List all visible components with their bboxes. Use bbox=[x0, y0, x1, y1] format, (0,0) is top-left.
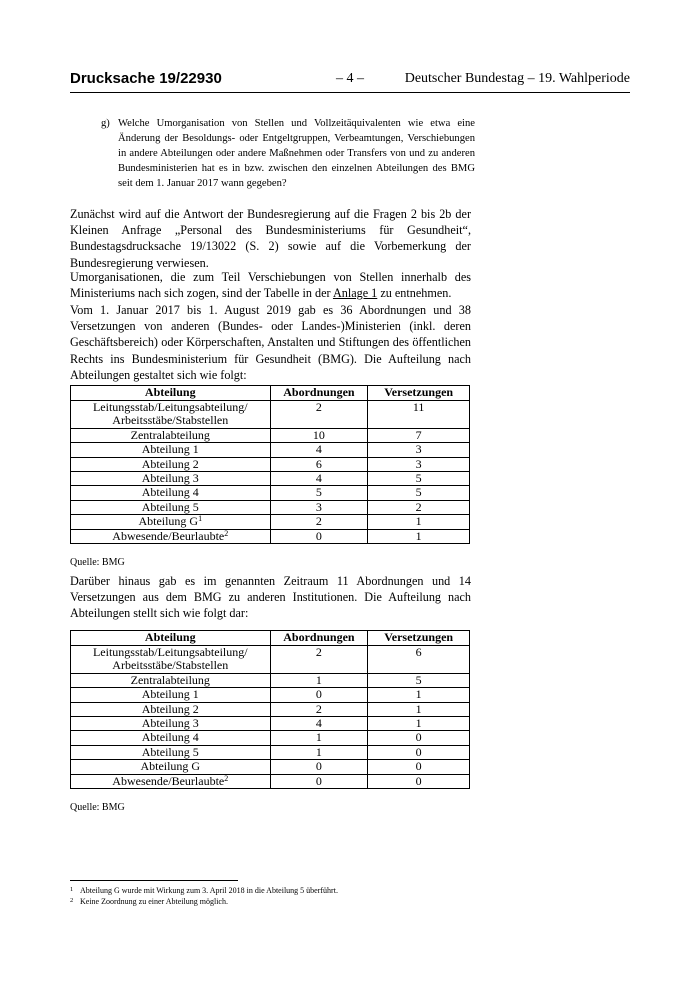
row-label-line-1: Leitungsstab/Leitungsabteilung/ bbox=[92, 645, 248, 659]
footnote-mark: 1 bbox=[70, 886, 74, 893]
abordnungen-cell: 0 bbox=[270, 774, 368, 788]
versetzungen-cell: 5 bbox=[368, 472, 470, 486]
row-label: Abteilung 1 bbox=[71, 688, 271, 702]
versetzungen-cell: 0 bbox=[368, 745, 470, 759]
abordnungen-cell: 2 bbox=[270, 646, 368, 674]
versetzungen-cell: 3 bbox=[368, 457, 470, 471]
abordnungen-cell: 3 bbox=[270, 500, 368, 514]
table-row bbox=[71, 443, 470, 457]
row-label bbox=[71, 774, 271, 788]
versetzungen-cell: 2 bbox=[368, 500, 470, 514]
footnotes bbox=[70, 885, 338, 907]
footnote-text: Keine Zoordnung zu einer Abteilung möglich. bbox=[80, 897, 228, 906]
answer-paragraph-2 bbox=[70, 269, 471, 301]
row-label: Abteilung 5 bbox=[71, 745, 271, 759]
row-label: Abteilung 4 bbox=[71, 486, 271, 500]
row-label-line-2: Arbeitsstäbe/Stabstellen bbox=[112, 658, 229, 673]
table-row bbox=[71, 702, 470, 716]
row-label: Zentralabteilung bbox=[71, 428, 271, 442]
publisher: Deutscher Bundestag – 19. Wahlperiode bbox=[404, 71, 630, 86]
versetzungen-cell: 3 bbox=[368, 443, 470, 457]
row-label-line-1: Leitungsstab/Leitungsabteilung/ bbox=[92, 400, 248, 414]
row-label: Abteilung 1 bbox=[71, 443, 271, 457]
versetzungen-cell: 0 bbox=[368, 760, 470, 774]
footnote-ref: 2 bbox=[224, 773, 229, 783]
abordnungen-cell: 6 bbox=[270, 457, 368, 471]
versetzungen-cell: 0 bbox=[368, 774, 470, 788]
table1-source: Quelle: BMG bbox=[70, 557, 125, 568]
page-number: – 4 – bbox=[336, 71, 364, 86]
versetzungen-cell: 0 bbox=[368, 731, 470, 745]
column-header-abordnungen: Abordnungen bbox=[270, 386, 368, 401]
versetzungen-cell: 11 bbox=[368, 401, 470, 429]
abordnungen-cell: 1 bbox=[270, 745, 368, 759]
footnote-rule bbox=[70, 880, 238, 881]
versetzungen-cell: 7 bbox=[368, 428, 470, 442]
row-label: Abteilung G bbox=[71, 760, 271, 774]
column-header-versetzungen: Versetzungen bbox=[368, 386, 470, 401]
abordnungen-cell: 1 bbox=[270, 673, 368, 687]
row-label bbox=[71, 515, 271, 529]
versetzungen-cell: 5 bbox=[368, 673, 470, 687]
row-label-text: Abwesende/Beurlaubte bbox=[112, 773, 225, 788]
column-header-abordnungen: Abordnungen bbox=[270, 631, 368, 646]
row-label-text: Abwesende/Beurlaubte bbox=[112, 528, 225, 543]
table-row bbox=[71, 745, 470, 759]
row-label-text: Abteilung G bbox=[138, 514, 199, 529]
outgoing-transfers-table bbox=[70, 630, 470, 789]
document-number-value: 22930 bbox=[180, 70, 222, 87]
table-row bbox=[71, 688, 470, 702]
table-row bbox=[71, 472, 470, 486]
footnote-1 bbox=[70, 885, 338, 896]
incoming-transfers-table bbox=[70, 385, 470, 544]
table-row bbox=[71, 529, 470, 543]
footnote-ref: 1 bbox=[198, 514, 203, 524]
abordnungen-cell: 2 bbox=[270, 401, 368, 429]
abordnungen-cell: 10 bbox=[270, 428, 368, 442]
table-row bbox=[71, 731, 470, 745]
table-row bbox=[71, 515, 470, 529]
table-row bbox=[71, 717, 470, 731]
row-label: Abteilung 2 bbox=[71, 457, 271, 471]
abordnungen-cell: 5 bbox=[270, 486, 368, 500]
answer-paragraph-1: Zunächst wird auf die Antwort der Bundesregierung auf die Fragen 2 bis 2b der Kleinen Anfrage „Personal des Bundesministeriums für Gesundheit“, Bundestagsdrucksache 19/13022 (S. 2) sowie auf die Vorbemerkung der Bundesregierung verwiesen. bbox=[70, 207, 471, 270]
row-label: Zentralabteilung bbox=[71, 673, 271, 687]
question-text: Welche Umorganisation von Stellen und Vollzeitäquivalenten wie etwa eine Änderung der Besoldungs- oder Entgeltgruppen, Verbeamtungen, Verschiebungen in andere Abteilungen oder andere Maßnehmen oder Transfers von und zu anderen Bundesministerien hat es in bzw. zwischen den einzelnen Abteilungen des BMG seit dem 1. Januar 2017 wann gegeben? bbox=[118, 118, 475, 189]
abordnungen-cell: 2 bbox=[270, 515, 368, 529]
table-row bbox=[71, 428, 470, 442]
versetzungen-cell: 1 bbox=[368, 717, 470, 731]
column-header-abteilung: Abteilung bbox=[71, 631, 271, 646]
table-row bbox=[71, 486, 470, 500]
versetzungen-cell: 5 bbox=[368, 486, 470, 500]
row-label: Abteilung 2 bbox=[71, 702, 271, 716]
versetzungen-cell: 1 bbox=[368, 702, 470, 716]
footnote-2 bbox=[70, 896, 338, 907]
table-row bbox=[71, 673, 470, 687]
versetzungen-cell: 1 bbox=[368, 529, 470, 543]
page-header bbox=[70, 70, 630, 94]
abordnungen-cell: 0 bbox=[270, 688, 368, 702]
column-header-abteilung: Abteilung bbox=[71, 386, 271, 401]
versetzungen-cell: 6 bbox=[368, 646, 470, 674]
versetzungen-cell: 1 bbox=[368, 688, 470, 702]
row-label: Abteilung 3 bbox=[71, 472, 271, 486]
answer-paragraph-3: Vom 1. Januar 2017 bis 1. August 2019 gab es 36 Abordnungen und 38 Versetzungen von anderen (Bundes- oder Landes-)Ministerien (inkl. deren Geschäftsbereich) oder Körperschaften, Anstalten und Stiftungen des öffentlichen Rechts ins Bundesministerium für Gesundheit (BMG). Die Aufteilung nach Abteilungen gestaltet sich wie folgt: bbox=[70, 303, 471, 382]
row-label: Abteilung 3 bbox=[71, 717, 271, 731]
row-label-line-2: Arbeitsstäbe/Stabstellen bbox=[112, 413, 229, 428]
table-header-row bbox=[71, 631, 470, 646]
table-row bbox=[71, 401, 470, 429]
anlage-link[interactable]: Anlage 1 bbox=[332, 286, 378, 301]
abordnungen-cell: 4 bbox=[270, 443, 368, 457]
question-g bbox=[101, 116, 475, 191]
table-row bbox=[71, 774, 470, 788]
abordnungen-cell: 4 bbox=[270, 717, 368, 731]
table-row bbox=[71, 646, 470, 674]
abordnungen-cell: 2 bbox=[270, 702, 368, 716]
footnote-text: Abteilung G wurde mit Wirkung zum 3. April 2018 in die Abteilung 5 überführt. bbox=[80, 886, 338, 895]
footnote-ref: 2 bbox=[224, 528, 229, 538]
table2-source: Quelle: BMG bbox=[70, 802, 125, 813]
table-row bbox=[71, 760, 470, 774]
document-label: Drucksache 19/ bbox=[70, 70, 181, 87]
versetzungen-cell: 1 bbox=[368, 515, 470, 529]
row-label: Abteilung 4 bbox=[71, 731, 271, 745]
table-row bbox=[71, 500, 470, 514]
table-row bbox=[71, 457, 470, 471]
paragraph-2-text-b: zu entnehmen. bbox=[377, 286, 452, 301]
footnote-mark: 2 bbox=[70, 897, 74, 904]
row-label bbox=[71, 646, 271, 674]
header-rule bbox=[70, 92, 630, 93]
column-header-versetzungen: Versetzungen bbox=[368, 631, 470, 646]
question-letter: g) bbox=[101, 118, 110, 129]
row-label: Abteilung 5 bbox=[71, 500, 271, 514]
abordnungen-cell: 4 bbox=[270, 472, 368, 486]
answer-paragraph-4: Darüber hinaus gab es im genannten Zeitraum 11 Abordnungen und 14 Versetzungen aus dem BMG zu anderen Institutionen. Die Aufteilung nach Abteilungen stellt sich wie folgt dar: bbox=[70, 574, 471, 621]
table-header-row bbox=[71, 386, 470, 401]
paragraph-2-text-a: Umorganisationen, die zum Teil Verschiebungen von Stellen innerhalb des Ministeriums nach sich zogen, sind der Tabelle in der bbox=[70, 270, 471, 301]
row-label bbox=[71, 529, 271, 543]
abordnungen-cell: 0 bbox=[270, 529, 368, 543]
abordnungen-cell: 0 bbox=[270, 760, 368, 774]
abordnungen-cell: 1 bbox=[270, 731, 368, 745]
row-label bbox=[71, 401, 271, 429]
